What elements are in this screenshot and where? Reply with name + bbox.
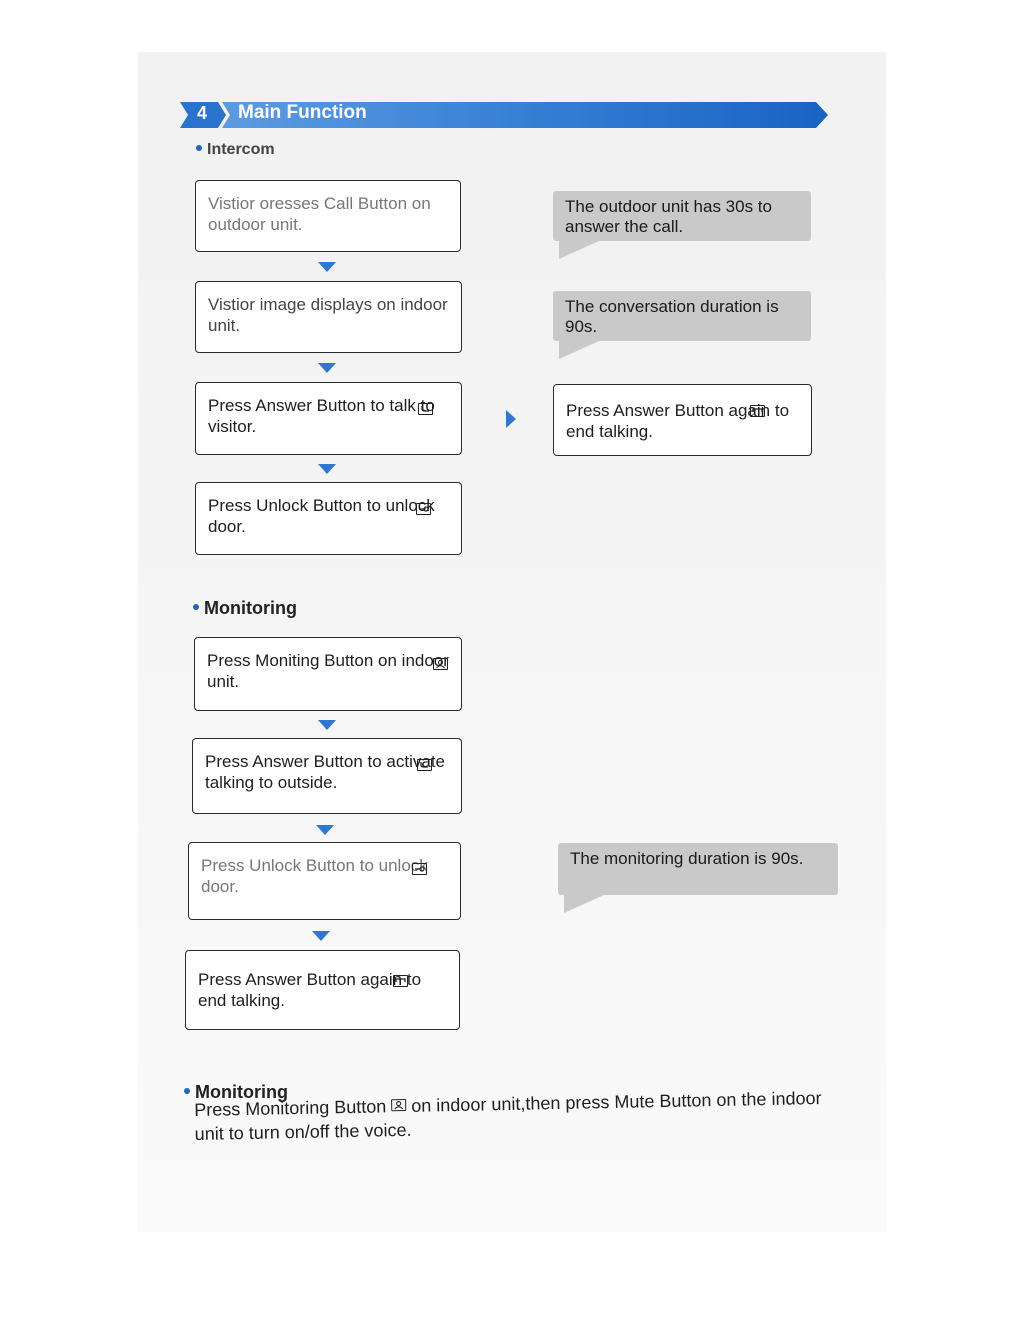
monitoring-step-4: Press Answer Button again to end talking. [185,950,460,1030]
down-arrow-icon [316,825,334,835]
note-conversation-duration: The conversation duration is 90s. [553,291,811,341]
end-call-icon [750,405,765,417]
intercom-step-2: Vistior image displays on indoor unit. [195,281,462,353]
end-call-icon [393,975,408,987]
unlock-icon [416,503,431,515]
bubble-tail [564,895,604,913]
monitoring-step-2: Press Answer Button to activate talking to outside. [192,738,462,814]
down-arrow-icon [318,363,336,373]
section-number: 4 [196,103,207,123]
answer-icon [418,403,433,415]
monitoring-step-1: Press Moniting Button on indoor unit. [194,637,462,711]
intercom-step-1: Vistior oresses Call Button on outdoor unit. [195,180,461,252]
monitoring-mute-heading: Monitoring [184,1082,288,1103]
unlock-icon [412,863,427,875]
answer-icon [417,759,432,771]
down-arrow-icon [312,931,330,941]
bullet-icon [193,604,199,610]
monitoring-step-3: Press Unlock Button to unlock door. [188,842,461,920]
bullet-icon [184,1088,190,1094]
mute-instructions: Press Monitoring Button on indoor unit,then press Mute Button on the indoor unit to turn on/off the voice. [194,1087,822,1144]
note-answer-time: The outdoor unit has 30s to answer the call. [553,191,811,241]
down-arrow-icon [318,262,336,272]
right-arrow-icon [506,410,516,428]
monitor-icon [433,658,448,670]
bubble-tail [559,341,599,359]
bubble-tail [559,241,599,259]
note-monitoring-duration: The monitoring duration is 90s. [558,843,838,895]
section-title: Main Function [238,102,367,123]
down-arrow-icon [318,720,336,730]
intercom-end-step: Press Answer Button again to end talking. [553,384,812,456]
intercom-step-3: Press Answer Button to talk to visitor. [195,382,462,455]
intercom-step-4: Press Unlock Button to unlock door. [195,482,462,555]
intercom-heading: Intercom [196,141,275,159]
down-arrow-icon [318,464,336,474]
monitor-icon [391,1099,406,1111]
monitoring-heading: Monitoring [193,598,297,619]
bullet-icon [196,145,202,151]
section-header [180,100,828,130]
